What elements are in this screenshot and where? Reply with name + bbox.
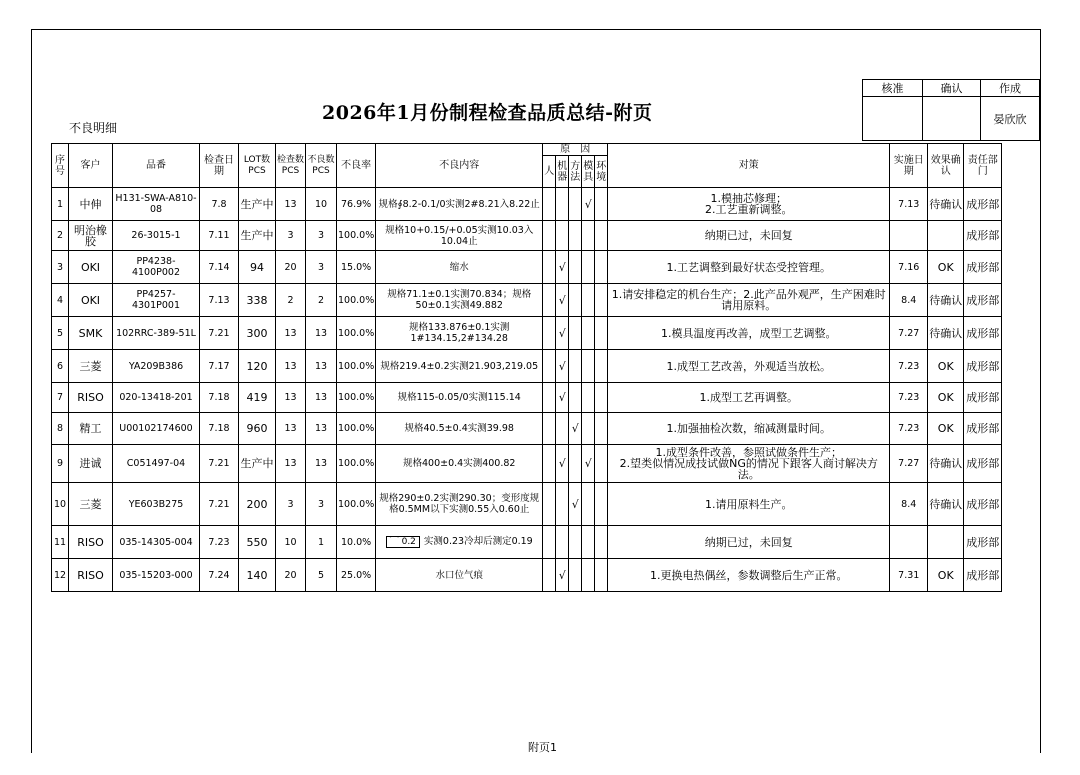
cell-part: PP4257-4301P001 xyxy=(113,284,200,317)
cell-cause-method xyxy=(569,284,582,317)
cell-inspected: 10 xyxy=(276,526,306,559)
cell-cause-environment xyxy=(595,483,608,526)
cell-measure: 纳期已过，未回复 xyxy=(608,221,890,251)
cell-part: 035-15203-000 xyxy=(113,559,200,592)
cell-lot: 生产中 xyxy=(239,188,276,221)
cell-inspected: 3 xyxy=(276,483,306,526)
cell-cause-machine: √ xyxy=(556,251,569,284)
cell-cause-method: √ xyxy=(569,483,582,526)
cell-defect: 3 xyxy=(306,483,337,526)
cell-effect: OK xyxy=(928,383,964,413)
cell-effect xyxy=(928,221,964,251)
content-text: 水口位气痕 xyxy=(435,569,483,581)
cell-content xyxy=(376,526,543,559)
table-row xyxy=(52,526,1002,559)
cell-content xyxy=(376,413,543,445)
cell-cause-mold xyxy=(582,559,595,592)
cell-effect: 待确认 xyxy=(928,483,964,526)
cell-part: YA209B386 xyxy=(113,350,200,383)
cell-effect: OK xyxy=(928,559,964,592)
cell-cause-person xyxy=(543,445,556,483)
cell-content xyxy=(376,383,543,413)
cell-impl-date: 7.13 xyxy=(890,188,928,221)
header-date: 检查日期 xyxy=(200,144,239,188)
cell-customer: 精工 xyxy=(69,413,113,445)
cell-content xyxy=(376,251,543,284)
cell-cause-mold: √ xyxy=(582,188,595,221)
flatness-icon: ⌒ xyxy=(389,537,402,547)
cell-defect: 3 xyxy=(306,251,337,284)
cell-cause-person xyxy=(543,350,556,383)
cell-seq: 5 xyxy=(52,317,69,350)
cell-seq: 4 xyxy=(52,284,69,317)
cell-impl-date: 7.23 xyxy=(890,383,928,413)
content-text: 规格219.4±0.2实测21.903,219.05 xyxy=(380,360,539,372)
cell-cause-machine: √ xyxy=(556,350,569,383)
cell-dept: 成形部 xyxy=(964,483,1002,526)
flatness-spec-box xyxy=(386,536,420,548)
cell-cause-mold xyxy=(582,350,595,383)
cell-cause-person xyxy=(543,251,556,284)
cell-measure: 1.请安排稳定的机台生产；2.此产品外观严，生产困难时请用原料。 xyxy=(608,284,890,317)
header-cause-machine: 机器 xyxy=(556,156,569,188)
cell-rate: 15.0% xyxy=(337,251,376,284)
cell-cause-environment xyxy=(595,559,608,592)
cell-defect: 13 xyxy=(306,445,337,483)
table-row xyxy=(52,317,1002,350)
cell-cause-mold xyxy=(582,413,595,445)
content-text: 规格∮8.2-0.1/0实测2#8.21入8.22止 xyxy=(378,198,540,210)
cell-date: 7.11 xyxy=(200,221,239,251)
cell-cause-person xyxy=(543,221,556,251)
cell-cause-method xyxy=(569,445,582,483)
cell-cause-environment xyxy=(595,445,608,483)
cell-cause-machine xyxy=(556,483,569,526)
cell-measure: 1.加强抽检次数，缩减测量时间。 xyxy=(608,413,890,445)
cell-measure: 1.成型工艺再调整。 xyxy=(608,383,890,413)
header-seq: 序号 xyxy=(52,144,69,188)
cell-cause-method xyxy=(569,251,582,284)
cell-date: 7.13 xyxy=(200,284,239,317)
cell-cause-machine: √ xyxy=(556,559,569,592)
cell-inspected: 20 xyxy=(276,251,306,284)
cell-cause-person xyxy=(543,317,556,350)
cell-impl-date: 7.23 xyxy=(890,413,928,445)
cell-part: 26-3015-1 xyxy=(113,221,200,251)
cell-part: 035-14305-004 xyxy=(113,526,200,559)
cell-cause-machine: √ xyxy=(556,445,569,483)
cell-content xyxy=(376,188,543,221)
cell-date: 7.24 xyxy=(200,559,239,592)
cell-cause-environment xyxy=(595,188,608,221)
header-impl-date: 实施日期 xyxy=(890,144,928,188)
cell-inspected: 13 xyxy=(276,383,306,413)
approval-box xyxy=(862,79,1040,141)
cell-dept: 成形部 xyxy=(964,559,1002,592)
cell-rate: 100.0% xyxy=(337,350,376,383)
content-text: 规格71.1±0.1实测70.834；规格50±0.1实测49.882 xyxy=(387,289,532,311)
cell-cause-environment xyxy=(595,350,608,383)
cell-customer: 三菱 xyxy=(69,350,113,383)
cell-dept: 成形部 xyxy=(964,221,1002,251)
approval-header-confirm: 确认 xyxy=(923,80,981,97)
approval-value-confirm xyxy=(923,97,981,141)
cell-rate: 100.0% xyxy=(337,445,376,483)
cell-impl-date: 8.4 xyxy=(890,284,928,317)
cell-seq: 3 xyxy=(52,251,69,284)
cell-seq: 9 xyxy=(52,445,69,483)
cell-defect: 3 xyxy=(306,221,337,251)
cell-part: C051497-04 xyxy=(113,445,200,483)
cell-defect: 1 xyxy=(306,526,337,559)
table-row xyxy=(52,284,1002,317)
cell-effect xyxy=(928,526,964,559)
content-text: 规格40.5±0.4实测39.98 xyxy=(404,423,514,434)
cell-seq: 8 xyxy=(52,413,69,445)
cell-lot: 419 xyxy=(239,383,276,413)
cell-defect: 13 xyxy=(306,383,337,413)
cell-cause-machine: √ xyxy=(556,317,569,350)
cell-cause-method xyxy=(569,383,582,413)
header-dept: 责任部门 xyxy=(964,144,1002,188)
cell-cause-mold xyxy=(582,221,595,251)
cell-cause-environment xyxy=(595,383,608,413)
cell-customer: SMK xyxy=(69,317,113,350)
content-text: 规格400±0.4实测400.82 xyxy=(403,458,516,469)
cell-rate: 100.0% xyxy=(337,284,376,317)
cell-content xyxy=(376,317,543,350)
cell-seq: 7 xyxy=(52,383,69,413)
cell-impl-date: 7.31 xyxy=(890,559,928,592)
table-row xyxy=(52,221,1002,251)
header-effect: 效果确认 xyxy=(928,144,964,188)
cell-measure: 1.更换电热偶丝，参数调整后生产正常。 xyxy=(608,559,890,592)
cell-inspected: 2 xyxy=(276,284,306,317)
cell-effect: 待确认 xyxy=(928,188,964,221)
cell-defect: 13 xyxy=(306,350,337,383)
cell-date: 7.18 xyxy=(200,413,239,445)
cell-cause-method: √ xyxy=(569,413,582,445)
cell-inspected: 13 xyxy=(276,445,306,483)
cell-cause-person xyxy=(543,383,556,413)
header-part: 品番 xyxy=(113,144,200,188)
cell-customer: RISO xyxy=(69,383,113,413)
content-text: 规格10+0.15/+0.05实测10.03入10.04止 xyxy=(385,224,534,247)
cell-cause-person xyxy=(543,483,556,526)
cell-lot: 550 xyxy=(239,526,276,559)
header-cause: 原 因 xyxy=(543,144,608,156)
table-row xyxy=(52,188,1002,221)
cell-cause-machine xyxy=(556,188,569,221)
header-customer: 客户 xyxy=(69,144,113,188)
cell-cause-method xyxy=(569,188,582,221)
cell-cause-environment xyxy=(595,221,608,251)
cell-measure: 1.模具温度再改善，成型工艺调整。 xyxy=(608,317,890,350)
cell-effect: 待确认 xyxy=(928,284,964,317)
cell-seq: 6 xyxy=(52,350,69,383)
header-inspected: 检查数PCS xyxy=(276,144,306,188)
cell-date: 7.21 xyxy=(200,483,239,526)
cell-cause-machine: √ xyxy=(556,284,569,317)
header-cause-environment: 环境 xyxy=(595,156,608,188)
cell-measure: 1.请用原料生产。 xyxy=(608,483,890,526)
cell-date: 7.23 xyxy=(200,526,239,559)
cell-effect: OK xyxy=(928,350,964,383)
approval-header-author: 作成 xyxy=(981,80,1040,97)
cell-cause-person xyxy=(543,526,556,559)
cell-seq: 10 xyxy=(52,483,69,526)
header-cause-mold: 模具 xyxy=(582,156,595,188)
cell-effect: 待确认 xyxy=(928,317,964,350)
cell-date: 7.8 xyxy=(200,188,239,221)
cell-inspected: 20 xyxy=(276,559,306,592)
header-defect: 不良数PCS xyxy=(306,144,337,188)
cell-dept: 成形部 xyxy=(964,188,1002,221)
cell-cause-mold xyxy=(582,317,595,350)
cell-customer: OKI xyxy=(69,284,113,317)
cell-rate: 76.9% xyxy=(337,188,376,221)
cell-seq: 12 xyxy=(52,559,69,592)
flatness-value: 0.2 xyxy=(401,537,416,547)
cell-content xyxy=(376,221,543,251)
cell-impl-date: 7.27 xyxy=(890,317,928,350)
content-text: 缩水 xyxy=(449,261,469,273)
cell-cause-method xyxy=(569,221,582,251)
approval-value-author: 晏欣欣 xyxy=(981,97,1040,141)
cell-rate: 100.0% xyxy=(337,317,376,350)
page-footer: 附页1 xyxy=(528,741,557,754)
cell-lot: 120 xyxy=(239,350,276,383)
cell-content xyxy=(376,445,543,483)
cell-lot: 300 xyxy=(239,317,276,350)
cell-cause-machine xyxy=(556,413,569,445)
cell-cause-environment xyxy=(595,317,608,350)
cell-impl-date: 7.23 xyxy=(890,350,928,383)
header-cause-method: 方法 xyxy=(569,156,582,188)
cell-seq: 11 xyxy=(52,526,69,559)
cell-customer: OKI xyxy=(69,251,113,284)
cell-date: 7.18 xyxy=(200,383,239,413)
cell-rate: 100.0% xyxy=(337,221,376,251)
cell-customer: RISO xyxy=(69,526,113,559)
cell-rate: 100.0% xyxy=(337,483,376,526)
cell-impl-date xyxy=(890,526,928,559)
cell-cause-environment xyxy=(595,251,608,284)
cell-defect: 13 xyxy=(306,317,337,350)
content-text: 规格133.876±0.1实测1#134.15,2#134.28 xyxy=(409,322,510,344)
cell-cause-machine xyxy=(556,221,569,251)
cell-lot: 200 xyxy=(239,483,276,526)
cell-date: 7.21 xyxy=(200,445,239,483)
cell-cause-person xyxy=(543,188,556,221)
cell-customer: 三菱 xyxy=(69,483,113,526)
cell-inspected: 13 xyxy=(276,188,306,221)
cell-rate: 10.0% xyxy=(337,526,376,559)
cell-seq: 2 xyxy=(52,221,69,251)
cell-lot: 960 xyxy=(239,413,276,445)
cell-inspected: 13 xyxy=(276,413,306,445)
header-content: 不良内容 xyxy=(376,144,543,188)
cell-lot: 生产中 xyxy=(239,221,276,251)
cell-impl-date xyxy=(890,221,928,251)
cell-cause-mold: √ xyxy=(582,445,595,483)
cell-lot: 生产中 xyxy=(239,445,276,483)
cell-content xyxy=(376,559,543,592)
cell-date: 7.14 xyxy=(200,251,239,284)
content-text: 规格115-0.05/0实测115.14 xyxy=(397,392,521,403)
cell-impl-date: 7.16 xyxy=(890,251,928,284)
cell-defect: 10 xyxy=(306,188,337,221)
cell-part: 020-13418-201 xyxy=(113,383,200,413)
content-text: 规格290±0.2实测290.30；变形度规格0.5MM以下实测0.55入0.60止 xyxy=(379,493,540,515)
cell-cause-person xyxy=(543,559,556,592)
cell-cause-environment xyxy=(595,284,608,317)
content-text: 实测0.23冷却后测定0.19 xyxy=(423,536,533,547)
section-subtitle: 不良明细 xyxy=(69,121,118,135)
cell-cause-method xyxy=(569,350,582,383)
cell-measure: 1.工艺调整到最好状态受控管理。 xyxy=(608,251,890,284)
cell-content xyxy=(376,483,543,526)
cell-lot: 140 xyxy=(239,559,276,592)
cell-dept: 成形部 xyxy=(964,251,1002,284)
cell-lot: 338 xyxy=(239,284,276,317)
cell-cause-environment xyxy=(595,526,608,559)
cell-cause-person xyxy=(543,284,556,317)
cell-cause-mold xyxy=(582,526,595,559)
cell-defect: 2 xyxy=(306,284,337,317)
cell-rate: 25.0% xyxy=(337,559,376,592)
cell-effect: OK xyxy=(928,251,964,284)
cell-impl-date: 7.27 xyxy=(890,445,928,483)
cell-defect: 5 xyxy=(306,559,337,592)
cell-impl-date: 8.4 xyxy=(890,483,928,526)
cell-cause-mold xyxy=(582,383,595,413)
cell-defect: 13 xyxy=(306,413,337,445)
cell-part: H131-SWA-A810-08 xyxy=(113,188,200,221)
cell-date: 7.21 xyxy=(200,317,239,350)
cell-dept: 成形部 xyxy=(964,383,1002,413)
cell-dept: 成形部 xyxy=(964,317,1002,350)
cell-rate: 100.0% xyxy=(337,413,376,445)
cell-measure: 1.模抽芯修理； 2.工艺重新调整。 xyxy=(608,188,890,221)
cell-content xyxy=(376,350,543,383)
page-title: 2026年1月份制程检查品质总结-附页 xyxy=(322,102,653,124)
header-rate: 不良率 xyxy=(337,144,376,188)
cell-part: U00102174600 xyxy=(113,413,200,445)
cell-effect: OK xyxy=(928,413,964,445)
cell-customer: 中伸 xyxy=(69,188,113,221)
cell-cause-method xyxy=(569,526,582,559)
cell-cause-method xyxy=(569,559,582,592)
cell-dept: 成形部 xyxy=(964,350,1002,383)
cell-customer: 进诚 xyxy=(69,445,113,483)
header-measure: 对策 xyxy=(608,144,890,188)
cell-cause-machine: √ xyxy=(556,383,569,413)
cell-cause-machine xyxy=(556,526,569,559)
cell-customer: 明治橡胶 xyxy=(69,221,113,251)
cell-cause-mold xyxy=(582,284,595,317)
cell-part: YE603B275 xyxy=(113,483,200,526)
cell-part: PP4238-4100P002 xyxy=(113,251,200,284)
defect-table xyxy=(51,143,1002,592)
cell-effect: 待确认 xyxy=(928,445,964,483)
cell-content xyxy=(376,284,543,317)
table-row xyxy=(52,413,1002,445)
table-row xyxy=(52,483,1002,526)
cell-cause-mold xyxy=(582,483,595,526)
cell-cause-mold xyxy=(582,251,595,284)
cell-lot: 94 xyxy=(239,251,276,284)
cell-date: 7.17 xyxy=(200,350,239,383)
cell-customer: RISO xyxy=(69,559,113,592)
cell-dept: 成形部 xyxy=(964,284,1002,317)
table-row xyxy=(52,383,1002,413)
cell-measure: 纳期已过，未回复 xyxy=(608,526,890,559)
table-row xyxy=(52,251,1002,284)
cell-dept: 成形部 xyxy=(964,445,1002,483)
cell-inspected: 3 xyxy=(276,221,306,251)
cell-cause-environment xyxy=(595,413,608,445)
cell-inspected: 13 xyxy=(276,317,306,350)
approval-header-approve: 核准 xyxy=(863,80,923,97)
cell-measure: 1.成型工艺改善，外观适当放松。 xyxy=(608,350,890,383)
cell-part: 102RRC-389-51L xyxy=(113,317,200,350)
header-cause-person: 人 xyxy=(543,156,556,188)
cell-dept: 成形部 xyxy=(964,413,1002,445)
cell-cause-person xyxy=(543,413,556,445)
cell-inspected: 13 xyxy=(276,350,306,383)
table-row xyxy=(52,559,1002,592)
table-row xyxy=(52,445,1002,483)
header-lot: LOT数PCS xyxy=(239,144,276,188)
cell-seq: 1 xyxy=(52,188,69,221)
approval-value-approve xyxy=(863,97,923,141)
cell-measure: 1.成型条件改善，参照试做条件生产； 2.望类似情况成技试做NG的情况下跟客人商讨解决方法。 xyxy=(608,445,890,483)
cell-cause-method xyxy=(569,317,582,350)
cell-rate: 100.0% xyxy=(337,383,376,413)
table-row xyxy=(52,350,1002,383)
cell-dept: 成形部 xyxy=(964,526,1002,559)
